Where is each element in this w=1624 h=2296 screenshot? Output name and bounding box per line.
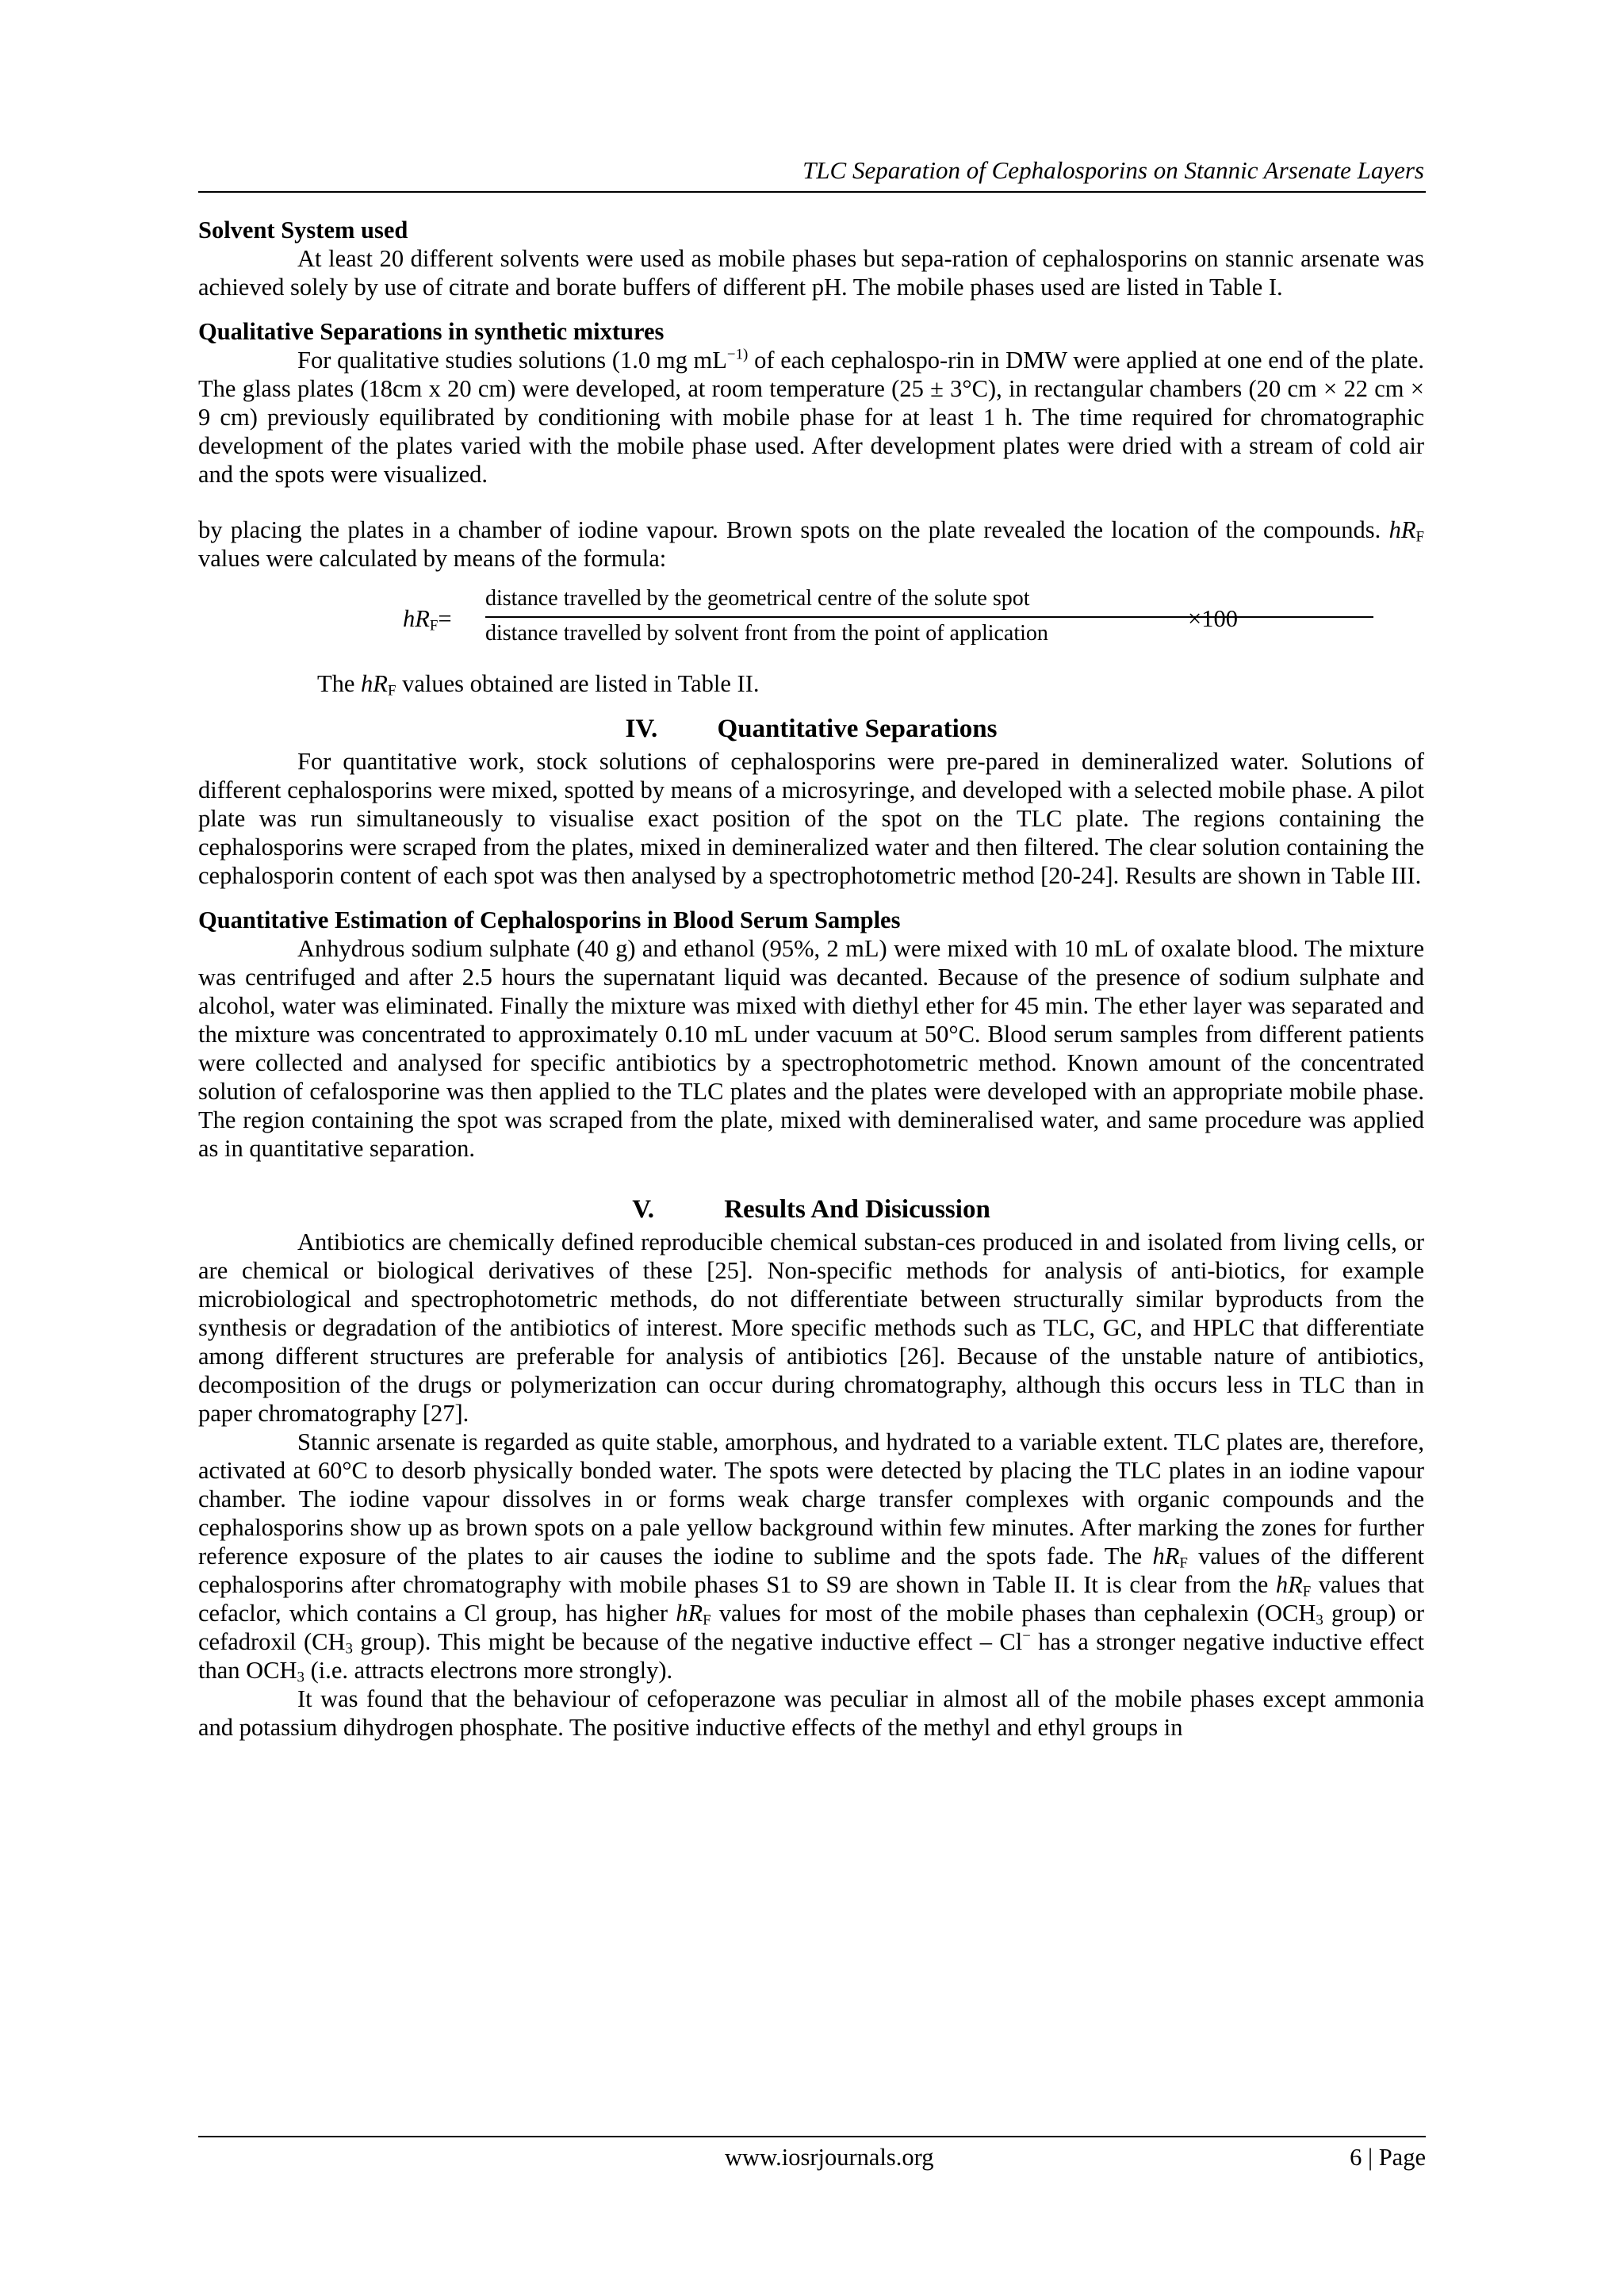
footer-website: www.iosrjournals.org	[725, 2144, 934, 2171]
results-paragraph-1: Antibiotics are chemically defined reproducible chemical substan-ces produced in and isolated from living cells, or are chemical or biological derivatives of these [25]. Non-specific methods for analysis of anti-biotics, for example microbiological and spectrophotometric methods, do not differentiate between structurally similar byproducts from the synthesis or degradation of the antibiotics of interest. More specific methods such as TLC, GC, and HPLC that differentiate among different structures are preferable for analysis of antibiotics [26]. Because of the unstable nature of antibiotics, decomposition of the drugs or polymerization can occur during chromatography, although this occurs less in TLC than in paper chromatography [27].	[198, 1228, 1424, 1427]
results-paragraph-2: Stannic arsenate is regarded as quite stable, amorphous, and hydrated to a variable extent. TLC plates are, therefore, activated at 60°C to desorb physically bonded water. The spots were detected by placing the TLC plates in an iodine vapour chamber. The iodine vapour dissolves in or forms weak charge transfer complexes with organic compounds and the cephalosporins show up as brown spots on a pale yellow background within few minutes. After marking the zones for further reference exposure of the plates to air causes the iodine to sublime and the spots fade. The $hR_F$ values of the different cephalosporins after chromatography with mobile phases S1 to S9 are shown in Table II. It is clear from the $hR_F$ values that cefaclor, which contains a Cl group, has higher $hR_F$ values for most of the mobile phases than cephalexin ($OCH_3$ group) or cefadroxil ($CH_3$ group). This might be because of the negative inductive effect – Cl− has a stronger negative inductive effect than $OCH_3$ (i.e. attracts electrons more strongly).	[198, 1428, 1425, 1686]
solvent-system-heading: Solvent System used	[198, 217, 408, 243]
qualitative-paragraph: For qualitative studies solutions (1.0 mg $mL^{-1)}$ of each cephalospo-rin in DMW were applied at one end of the plate. The glass plates (18cm x 20 cm) were developed, at room temperature (25 ± 3°C), in rectangular chambers (20 cm × 22 cm × 9 cm) previously equilibrated by conditioning with mobile phase for at least 1 h. The time required for chromatographic development of the plates varied with the mobile phase used. After development plates were dried with a stream of cold air and the spots were visualized.	[198, 346, 1424, 488]
formula-denominator: distance travelled by solvent front from the point of application	[485, 621, 1048, 646]
hrf-formula	[198, 588, 1424, 652]
fraction-bar	[485, 616, 1373, 618]
qualitative-heading: Qualitative Separations in synthetic mixtures	[198, 318, 665, 345]
formula-lhs: $hR_F=$	[403, 605, 452, 634]
section-5-heading: V. Results And Disicussion	[632, 1195, 990, 1224]
solvent-system-paragraph: At least 20 different solvents were used as mobile phases but sepa-ration of cephalosporins on stannic arsenate was achieved solely by use of citrate and borate buffers of different pH. The mobile phases used are listed in Table I.	[198, 245, 1424, 301]
running-header: TLC Separation of Cephalosporins on Stannic Arsenate Layers	[802, 156, 1424, 184]
main-content	[198, 216, 1424, 1742]
blood-serum-paragraph: Anhydrous sodium sulphate (40 g) and ethanol (95%, 2 mL) were mixed with 10 mL of oxalate blood. The mixture was centrifuged and after 2.5 hours the supernatant liquid was decanted. Because of the presence of sodium sulphate and alcohol, water was eliminated. Finally the mixture was mixed with diethyl ether for 45 min. The ether layer was separated and the mixture was concentrated to approximately 0.10 mL under vacuum at 50°C. Blood serum samples from different patients were collected and analysed for specific antibiotics by a spectrophotometric method. Known amount of the concentrated solution of cefalosporine was then applied to the TLC plates and the plates were developed with an appropriate mobile phase. The region containing the spot was scraped from the plate, mixed with demineralised water, and same procedure was applied as in quantitative separation.	[198, 935, 1424, 1162]
footer-rule	[198, 2136, 1426, 2137]
blood-serum-heading: Quantitative Estimation of Cephalosporins in Blood Serum Samples	[198, 907, 901, 933]
results-paragraph-3: It was found that the behaviour of cefoperazone was peculiar in almost all of the mobile phases except ammonia and potassium dihydrogen phosphate. The positive inductive effects of the methyl and ethyl groups in	[198, 1685, 1424, 1741]
footer-page-number: 6 | Page	[1350, 2144, 1426, 2171]
iodine-paragraph: by placing the plates in a chamber of iodine vapour. Brown spots on the plate revealed the location of the compounds. $hR_F$ values were calculated by means of the formula:	[198, 516, 1424, 572]
formula-multiplier: ×100	[1188, 605, 1238, 632]
formula-numerator: distance travelled by the geometrical centre of the solute spot	[485, 586, 1030, 611]
section-4-heading: IV. Quantitative Separations	[625, 715, 998, 743]
hrf-table-reference: The $hR_F$ values obtained are listed in Table II.	[317, 670, 760, 700]
header-rule	[198, 191, 1426, 193]
section-4-paragraph: For quantitative work, stock solutions of cephalosporins were pre-pared in demineralized water. Solutions of different cephalosporins were mixed, spotted by means of a microsyringe, and developed with a selected mobile phase. A pilot plate was run simultaneously to visualise exact position of the spot on the TLC plate. The regions containing the cephalosporins were scraped from the plates, mixed in demineralized water and then filtered. The clear solution containing the cephalosporin content of each spot was then analysed by a spectrophotometric method [20-24]. Results are shown in Table III.	[198, 748, 1424, 889]
